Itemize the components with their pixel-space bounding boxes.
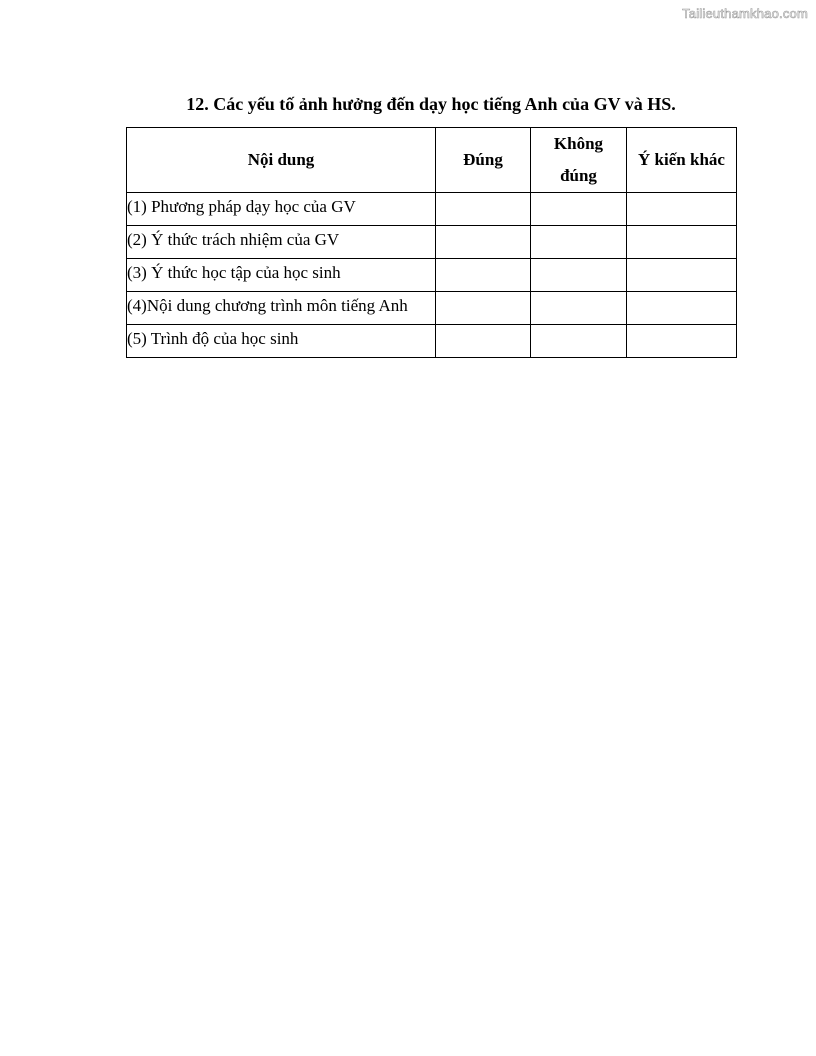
header-correct: Đúng [436,128,531,193]
table-row [127,292,737,325]
correct-cell[interactable] [436,226,531,259]
other-opinion-cell[interactable] [627,226,737,259]
row-label: (4)Nội dung chương trình môn tiếng Anh [127,292,436,325]
table-header-row [127,128,737,193]
row-label: (1) Phương pháp dạy học của GV [127,193,436,226]
other-opinion-cell[interactable] [627,193,737,226]
incorrect-cell[interactable] [531,193,627,226]
header-content: Nội dung [127,128,436,193]
incorrect-cell[interactable] [531,226,627,259]
row-label: (5) Trình độ của học sinh [127,325,436,358]
correct-cell[interactable] [436,259,531,292]
watermark: Tailieuthamkhao.com [682,6,808,21]
other-opinion-cell[interactable] [627,292,737,325]
section-heading: 12. Các yếu tố ảnh hưởng đến dạy học tiếng Anh của GV và HS. [186,94,676,114]
correct-cell[interactable] [436,292,531,325]
correct-cell[interactable] [436,325,531,358]
incorrect-cell[interactable] [531,259,627,292]
header-other-opinion: Ý kiến khác [627,128,737,193]
table-row [127,325,737,358]
survey-table [126,127,737,358]
incorrect-cell[interactable] [531,325,627,358]
row-label: (3) Ý thức học tập của học sinh [127,259,436,292]
other-opinion-cell[interactable] [627,259,737,292]
header-incorrect [531,128,627,193]
incorrect-cell[interactable] [531,292,627,325]
header-incorrect-label: Không đúng [553,134,604,185]
table-row [127,226,737,259]
table-row [127,193,737,226]
correct-cell[interactable] [436,193,531,226]
other-opinion-cell[interactable] [627,325,737,358]
table-row [127,259,737,292]
row-label: (2) Ý thức trách nhiệm của GV [127,226,436,259]
